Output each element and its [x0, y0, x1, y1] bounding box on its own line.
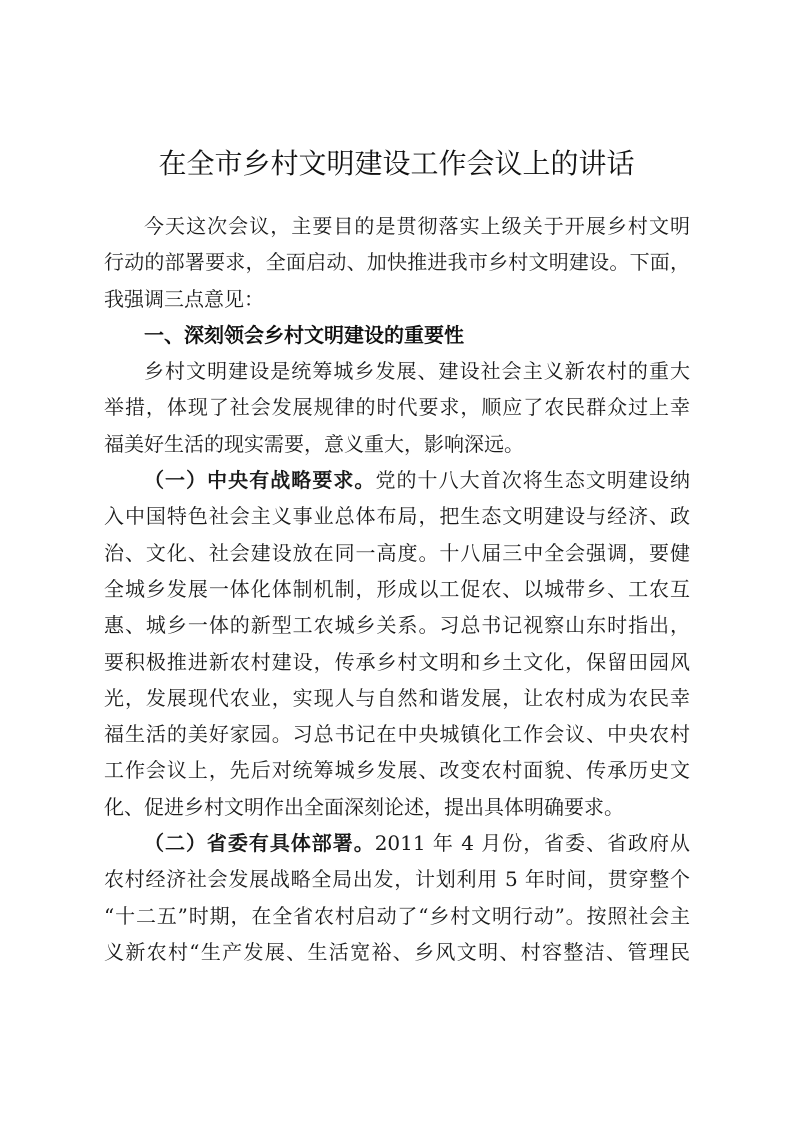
section-heading: 一、深刻领会乡村文明建设的重要性 — [144, 322, 464, 347]
paragraph-line: 全城乡发展一体化体制机制，形成以工促农、以城带乡、工农互 — [104, 576, 690, 601]
subsection-lead: （二）省委有具体部署。 — [144, 831, 375, 856]
paragraph-line: 乡村文明建设是统筹城乡发展、建设社会主义新农村的重大 — [144, 359, 690, 384]
paragraph-line: 义新农村“生产发展、生活宽裕、乡风文明、村容整洁、管理民 — [104, 939, 690, 964]
paragraph-line: 福美好生活的现实需要，意义重大，影响深远。 — [104, 431, 524, 456]
paragraph-line: “十二五”时期，在全省农村启动了“乡村文明行动”。按照社会主 — [104, 903, 690, 928]
paragraph-line — [104, 825, 690, 861]
paragraph-line: 农村经济社会发展战略全局出发，计划利用 5 年时间，贯穿整个 — [104, 867, 690, 892]
paragraph-line: 惠、城乡一体的新型工农城乡关系。习总书记视察山东时指出， — [104, 613, 690, 638]
paragraph-line: 福生活的美好家园。习总书记在中央城镇化工作会议、中央农村 — [104, 722, 690, 747]
paragraph-line — [104, 462, 690, 498]
paragraph-line: 光，发展现代农业，实现人与自然和谐发展，让农村成为农民幸 — [104, 685, 690, 710]
document-body — [104, 208, 690, 970]
paragraph-text: 2011 年 4 月份，省委、省政府从 — [374, 831, 691, 856]
paragraph-line: 入中国特色社会主义事业总体布局，把生态文明建设与经济、政 — [104, 504, 690, 529]
paragraph-line: 化、促进乡村文明作出全面深刻论述，提出具体明确要求。 — [104, 794, 624, 819]
paragraph-text: 党的十八大首次将生态文明建设纳 — [375, 468, 691, 493]
paragraph-line: 要积极推进新农村建设，传承乡村文明和乡土文化，保留田园风 — [104, 649, 690, 674]
subsection-lead: （一）中央有战略要求。 — [144, 468, 376, 493]
paragraph-line: 治、文化、社会建设放在同一高度。十八届三中全会强调，要健 — [104, 540, 690, 565]
paragraph-line: 工作会议上，先后对统筹城乡发展、改变农村面貌、传承历史文 — [104, 758, 690, 783]
paragraph-line: 今天这次会议，主要目的是贯彻落实上级关于开展乡村文明 — [144, 214, 690, 238]
document-title: 在全市乡村文明建设工作会议上的讲话 — [158, 147, 635, 180]
paragraph-line: 我强调三点意见： — [104, 286, 264, 311]
paragraph-line: 行动的部署要求，全面启动、加快推进我市乡村文明建设。下面， — [104, 250, 690, 275]
paragraph-line: 举措，体现了社会发展规律的时代要求，顺应了农民群众过上幸 — [104, 395, 690, 420]
